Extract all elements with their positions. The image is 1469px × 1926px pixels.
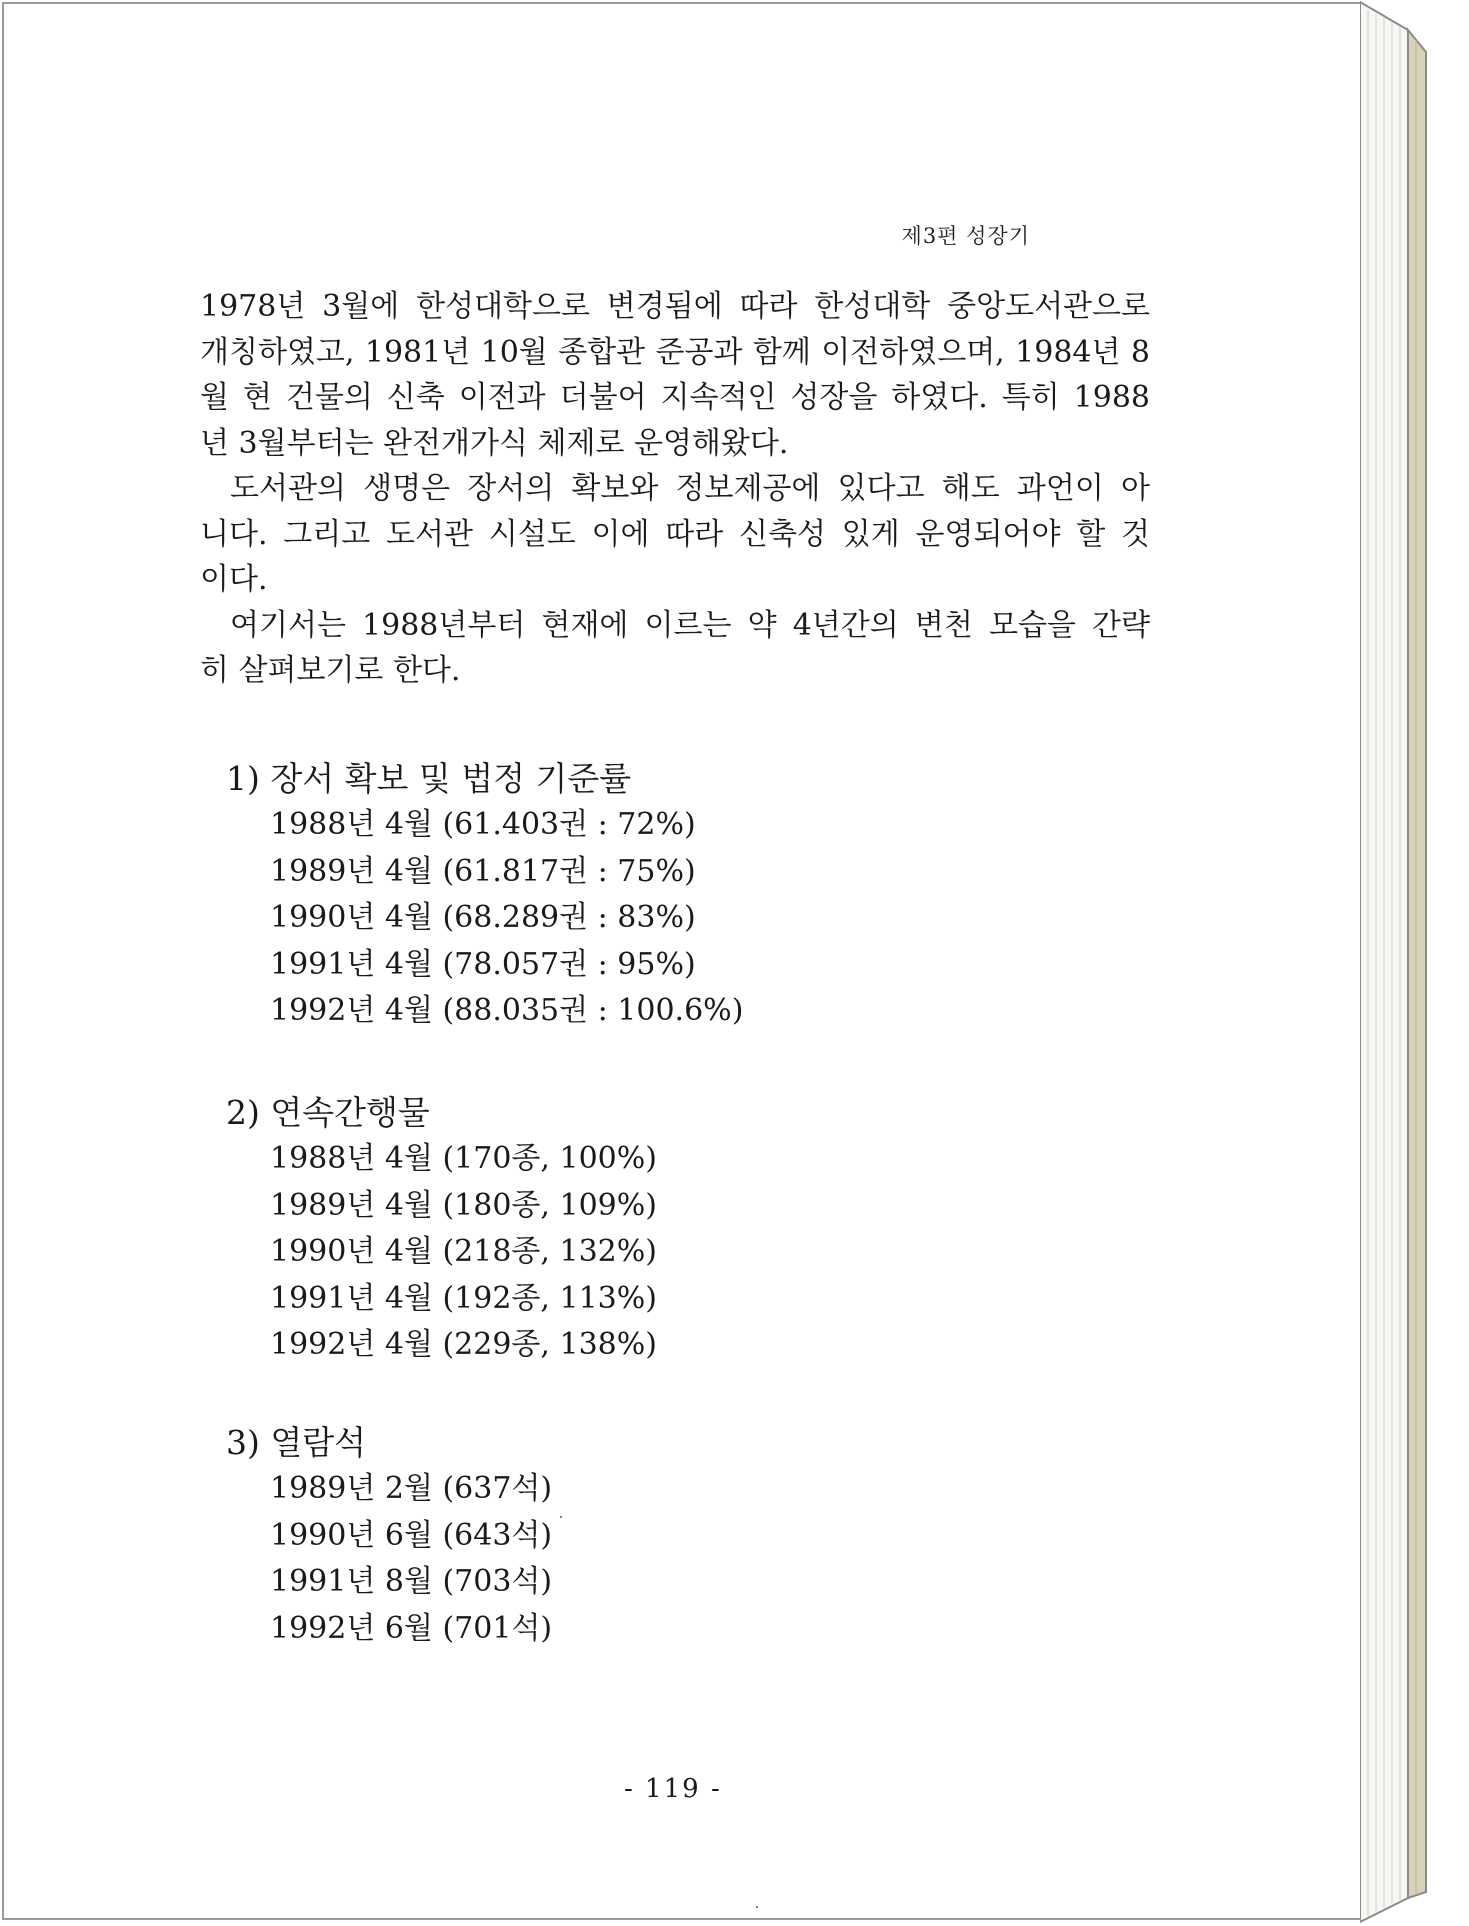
text-line: 여기서는 1988년부터 현재에 이르는 약 4년간의 변천 모습을 간략 [230, 607, 1150, 643]
section-reading-seats [226, 1420, 552, 1652]
list-item: 1991년 8월 (703석) [270, 1564, 553, 1599]
running-head: 제3편 성장기 [901, 224, 1030, 248]
text-line: 히 살펴보기로 한다. [200, 653, 461, 688]
list-item: 1988년 4월 (61.403권 : 72%) [270, 807, 696, 842]
list-item: 1989년 4월 (61.817권 : 75%) [270, 853, 696, 889]
list-item: 1990년 4월 (68.289권 : 83%) [270, 900, 696, 935]
section-serials [226, 1090, 657, 1369]
list-item: 1992년 4월 (229종, 138%) [270, 1327, 657, 1362]
scan-speck [756, 1906, 758, 1908]
paragraph [200, 284, 1150, 466]
list-item: 1992년 4월 (88.035권 : 100.6%) [270, 993, 744, 1028]
paragraph [200, 466, 1150, 603]
text-line: 이다. [200, 562, 268, 597]
section-collection [226, 756, 743, 1035]
section-title: 3) 열람석 [226, 1423, 366, 1462]
body-text [200, 284, 1150, 694]
book-edge [1360, 0, 1430, 1926]
text-line: 년 3월부터는 완전개가식 체제로 운영해왔다. [200, 425, 789, 461]
text-line: 1978년 3월에 한성대학으로 변경됨에 따라 한성대학 중앙도서관으로 [200, 289, 1150, 324]
book-page [2, 2, 1360, 1920]
text-line: 니다. 그리고 도서관 시설도 이에 따라 신축성 있게 운영되어야 할 것 [200, 516, 1150, 552]
list-item: 1991년 4월 (78.057권 : 95%) [270, 946, 696, 982]
list-item: 1992년 6월 (701석) [270, 1610, 553, 1646]
text-line: 도서관의 생명은 장서의 확보와 정보제공에 있다고 해도 과언이 아 [230, 471, 1150, 506]
text-line: 월 현 건물의 신축 이전과 더불어 지속적인 성장을 하였다. 특히 1988 [200, 380, 1150, 415]
list-item: 1988년 4월 (170종, 100%) [270, 1141, 657, 1176]
text-line: 개칭하였고, 1981년 10월 종합관 준공과 함께 이전하였으며, 1984년 8 [200, 334, 1150, 370]
list-item: 1990년 6월 (643석) [270, 1517, 553, 1553]
section-title: 1) 장서 확보 및 법정 기준률 [226, 759, 632, 798]
paragraph [200, 603, 1150, 694]
page-number: - 119 - [624, 1774, 722, 1804]
list-item: 1989년 4월 (180종, 109%) [270, 1187, 657, 1223]
section-title: 2) 연속간행물 [226, 1093, 430, 1132]
list-item: 1991년 4월 (192종, 113%) [270, 1280, 657, 1316]
list-item: 1989년 2월 (637석) [270, 1471, 553, 1506]
scan-speck [560, 1516, 562, 1518]
list-item: 1990년 4월 (218종, 132%) [270, 1234, 657, 1269]
